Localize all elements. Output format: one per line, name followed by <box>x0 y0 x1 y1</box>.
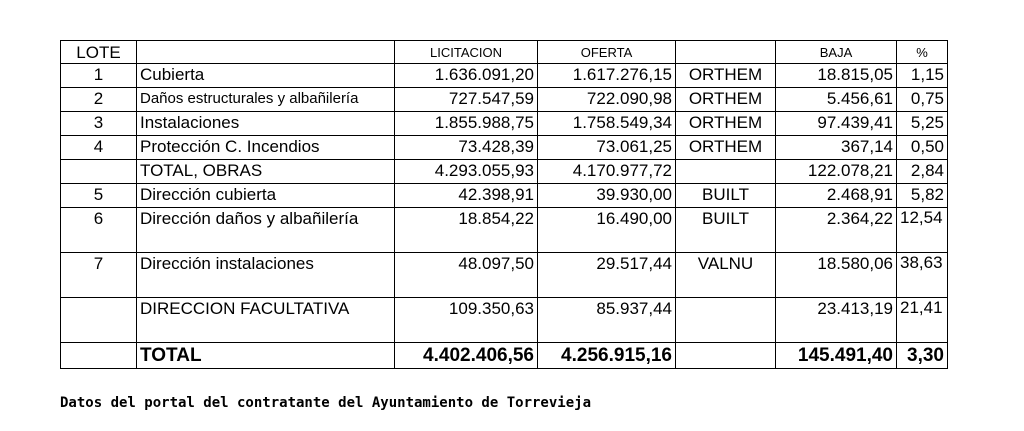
cell-lote <box>61 343 137 369</box>
cell-oferta: 722.090,98 <box>538 88 676 112</box>
cell-empresa: BUILT <box>676 208 776 253</box>
cell-empresa <box>676 298 776 343</box>
cell-licitacion: 109.350,63 <box>395 298 538 343</box>
cell-descripcion: Protección C. Incendios <box>137 136 395 160</box>
cell-descripcion: Daños estructurales y albañilería <box>137 88 395 112</box>
cell-descripcion: Cubierta <box>137 64 395 88</box>
total-label: TOTAL <box>137 343 395 369</box>
cell-lote: 2 <box>61 88 137 112</box>
cell-lote: 5 <box>61 184 137 208</box>
header-licitacion: LICITACION <box>395 41 538 64</box>
cell-empresa: BUILT <box>676 184 776 208</box>
table-row <box>61 253 948 298</box>
cell-oferta: 85.937,44 <box>538 298 676 343</box>
cell-empresa: ORTHEM <box>676 88 776 112</box>
cell-licitacion: 48.097,50 <box>395 253 538 298</box>
cell-baja: 367,14 <box>776 136 897 160</box>
table-row <box>61 112 948 136</box>
cell-pct: 0,50 <box>897 136 948 160</box>
cell-baja: 5.456,61 <box>776 88 897 112</box>
cell-oferta: 4.170.977,72 <box>538 160 676 184</box>
lotes-table <box>60 40 948 369</box>
cell-pct: 0,75 <box>897 88 948 112</box>
table-header-row <box>61 41 948 64</box>
header-baja: BAJA <box>776 41 897 64</box>
cell-licitacion: 18.854,22 <box>395 208 538 253</box>
cell-baja: 23.413,19 <box>776 298 897 343</box>
cell-baja: 122.078,21 <box>776 160 897 184</box>
cell-lote <box>61 160 137 184</box>
cell-licitacion: 73.428,39 <box>395 136 538 160</box>
cell-empresa: VALNU <box>676 253 776 298</box>
cell-pct: 5,25 <box>897 112 948 136</box>
cell-baja: 97.439,41 <box>776 112 897 136</box>
cell-empresa: ORTHEM <box>676 64 776 88</box>
cell-oferta: 39.930,00 <box>538 184 676 208</box>
cell-lote: 6 <box>61 208 137 253</box>
table-row <box>61 160 948 184</box>
cell-baja: 18.580,06 <box>776 253 897 298</box>
header-empresa <box>676 41 776 64</box>
cell-baja: 18.815,05 <box>776 64 897 88</box>
total-pct: 3,30 <box>897 343 948 369</box>
table-row <box>61 208 948 253</box>
cell-licitacion: 727.547,59 <box>395 88 538 112</box>
cell-licitacion: 1.636.091,20 <box>395 64 538 88</box>
cell-pct: 2,84 <box>897 160 948 184</box>
header-oferta: OFERTA <box>538 41 676 64</box>
source-caption: Datos del portal del contratante del Ayuntamiento de Torrevieja <box>60 395 592 411</box>
cell-empresa: ORTHEM <box>676 136 776 160</box>
cell-oferta: 73.061,25 <box>538 136 676 160</box>
cell-lote: 7 <box>61 253 137 298</box>
cell-lote: 4 <box>61 136 137 160</box>
cell-licitacion: 1.855.988,75 <box>395 112 538 136</box>
cell-pct: 1,15 <box>897 64 948 88</box>
header-descripcion <box>137 41 395 64</box>
cell-lote: 1 <box>61 64 137 88</box>
table-row <box>61 64 948 88</box>
cell-descripcion: Dirección instalaciones <box>137 253 395 298</box>
cell-pct: 5,82 <box>897 184 948 208</box>
cell-oferta: 16.490,00 <box>538 208 676 253</box>
cell-pct: 21,41 <box>897 298 948 343</box>
cell-descripcion: Dirección daños y albañilería <box>137 208 395 253</box>
cell-lote <box>61 298 137 343</box>
total-row <box>61 343 948 369</box>
cell-oferta: 29.517,44 <box>538 253 676 298</box>
cell-descripcion: Dirección cubierta <box>137 184 395 208</box>
table-row <box>61 184 948 208</box>
cell-oferta: 1.617.276,15 <box>538 64 676 88</box>
cell-baja: 2.364,22 <box>776 208 897 253</box>
cell-pct: 38,63 <box>897 253 948 298</box>
table-row <box>61 88 948 112</box>
cell-descripcion: TOTAL, OBRAS <box>137 160 395 184</box>
header-pct: % <box>897 41 948 64</box>
cell-lote: 3 <box>61 112 137 136</box>
cell-licitacion: 4.293.055,93 <box>395 160 538 184</box>
cell-empresa <box>676 160 776 184</box>
cell-licitacion: 42.398,91 <box>395 184 538 208</box>
cell-pct: 12,54 <box>897 208 948 253</box>
total-licitacion: 4.402.406,56 <box>395 343 538 369</box>
cell-descripcion: Instalaciones <box>137 112 395 136</box>
cell-descripcion: DIRECCION FACULTATIVA <box>137 298 395 343</box>
cell-oferta: 1.758.549,34 <box>538 112 676 136</box>
table-row <box>61 136 948 160</box>
total-oferta: 4.256.915,16 <box>538 343 676 369</box>
cell-baja: 2.468,91 <box>776 184 897 208</box>
total-baja: 145.491,40 <box>776 343 897 369</box>
table-row <box>61 298 948 343</box>
header-lote: LOTE <box>61 41 137 64</box>
cell-empresa: ORTHEM <box>676 112 776 136</box>
cell-empresa <box>676 343 776 369</box>
